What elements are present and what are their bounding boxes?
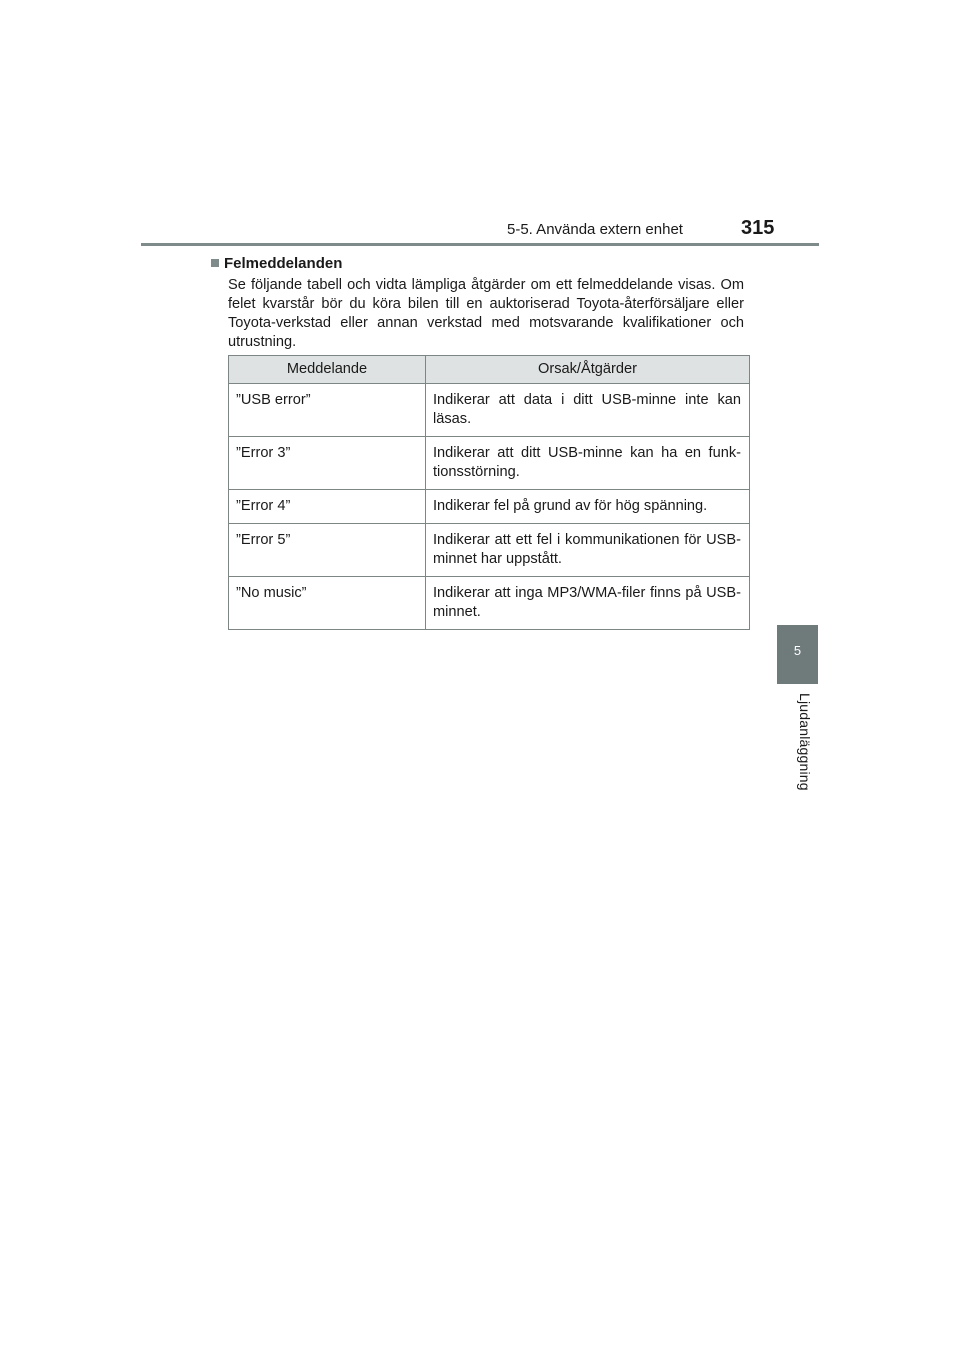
message-cell: ”Error 3” — [229, 437, 426, 490]
cause-cell: Indikerar fel på grund av för hög spänning. — [426, 490, 750, 524]
page-number: 315 — [741, 217, 775, 239]
column-header-message: Meddelande — [229, 356, 426, 384]
section-title: Felmeddelanden — [224, 255, 343, 272]
cause-cell: Indikerar att data i ditt USB-minne inte kan läsas. — [426, 384, 750, 437]
table-row — [229, 437, 750, 490]
section-heading — [211, 255, 342, 272]
cause-cell: Indikerar att ett fel i kommunikationen för USB-minnet har uppstått. — [426, 524, 750, 577]
intro-paragraph: Se följande tabell och vidta lämpliga åtgärder om ett felmeddelande visas. Om felet kvarstår bör du köra bilen till en auktoriserad Toyota-återförsäljare eller Toyota-verkstad eller annan verkstad med motsvarande kvalifikationer och utrustning. — [228, 277, 744, 350]
cause-cell: Indikerar att ditt USB-minne kan ha en funk-tionsstörning. — [426, 437, 750, 490]
message-cell: ”Error 5” — [229, 524, 426, 577]
table-row — [229, 490, 750, 524]
message-cell: ”No music” — [229, 577, 426, 630]
table-header-row — [229, 356, 750, 384]
table-row — [229, 577, 750, 630]
square-bullet-icon — [211, 259, 219, 267]
header-divider — [141, 243, 819, 246]
chapter-number: 5 — [793, 643, 802, 658]
running-header-section: 5-5. Använda extern enhet — [507, 221, 683, 238]
chapter-tab — [777, 625, 818, 684]
message-cell: ”Error 4” — [229, 490, 426, 524]
table-row — [229, 384, 750, 437]
column-header-cause: Orsak/Åtgärder — [426, 356, 750, 384]
error-message-table — [228, 355, 750, 630]
chapter-title: Ljudanläggning — [797, 693, 813, 791]
message-cell: ”USB error” — [229, 384, 426, 437]
cause-cell: Indikerar att inga MP3/WMA-filer finns på USB-minnet. — [426, 577, 750, 630]
table-row — [229, 524, 750, 577]
